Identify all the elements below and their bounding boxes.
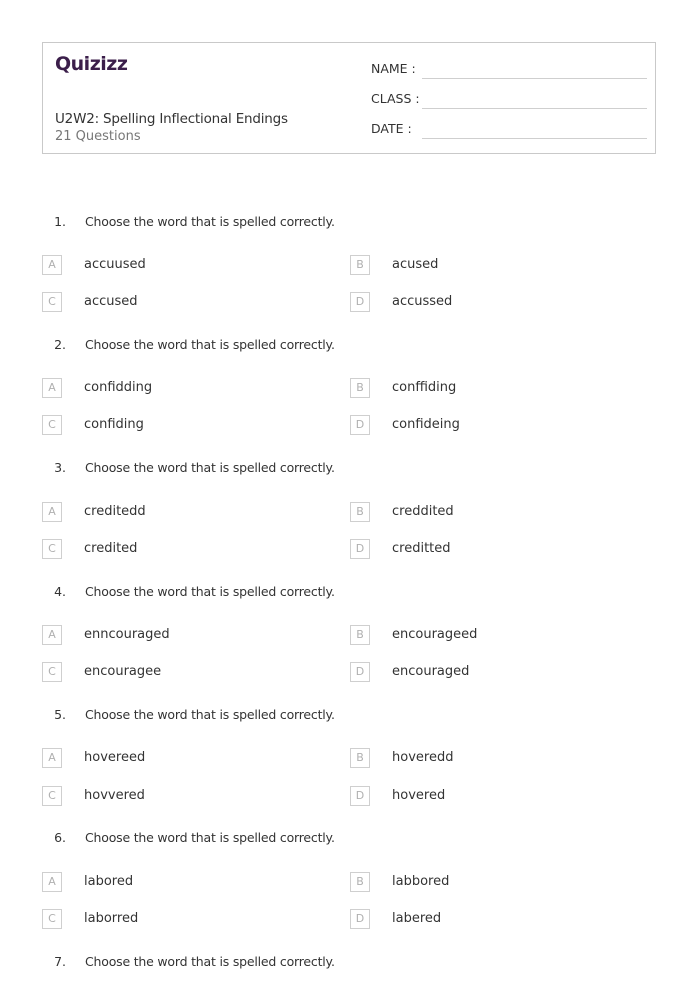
- date-label: DATE :: [371, 121, 412, 136]
- q6-option-b[interactable]: [350, 872, 650, 894]
- q3-option-d[interactable]: [350, 539, 650, 561]
- question-4: [0, 578, 700, 608]
- option-letter-box: D: [350, 662, 370, 682]
- question-6: [0, 824, 700, 854]
- option-letter-box: A: [42, 748, 62, 768]
- question-number: 1.: [54, 214, 66, 229]
- q5-option-a[interactable]: [42, 748, 342, 770]
- option-letter-box: A: [42, 255, 62, 275]
- option-text: accussed: [392, 294, 453, 309]
- question-prompt: Choose the word that is spelled correctly.: [85, 830, 335, 845]
- question-prompt: Choose the word that is spelled correctly.: [85, 214, 335, 229]
- q2-option-b[interactable]: [350, 378, 650, 400]
- option-text: accused: [84, 294, 138, 309]
- option-letter-box: D: [350, 415, 370, 435]
- option-letter-box: B: [350, 872, 370, 892]
- question-count: 21 Questions: [55, 129, 141, 144]
- question-prompt: Choose the word that is spelled correctly.: [85, 584, 335, 599]
- option-letter-box: A: [42, 378, 62, 398]
- option-letter-box: B: [350, 625, 370, 645]
- q3-option-a[interactable]: [42, 502, 342, 524]
- question-prompt: Choose the word that is spelled correctly.: [85, 954, 335, 969]
- question-number: 7.: [54, 954, 66, 969]
- option-letter-box: C: [42, 909, 62, 929]
- option-letter-box: A: [42, 872, 62, 892]
- option-text: hovereed: [84, 750, 146, 765]
- worksheet-title: U2W2: Spelling Inflectional Endings: [55, 111, 288, 127]
- option-letter-box: D: [350, 786, 370, 806]
- q1-option-b[interactable]: [350, 255, 650, 277]
- question-7: [0, 948, 700, 978]
- option-text: creditedd: [84, 504, 146, 519]
- option-letter-box: D: [350, 539, 370, 559]
- question-prompt: Choose the word that is spelled correctly.: [85, 707, 335, 722]
- q4-option-a[interactable]: [42, 625, 342, 647]
- option-text: creditted: [392, 541, 451, 556]
- question-number: 3.: [54, 460, 66, 475]
- option-letter-box: D: [350, 909, 370, 929]
- option-text: hoveredd: [392, 750, 454, 765]
- q4-option-b[interactable]: [350, 625, 650, 647]
- question-2: [0, 331, 700, 361]
- option-text: encourageed: [392, 627, 478, 642]
- name-label: NAME :: [371, 61, 416, 76]
- option-text: encouragee: [84, 664, 162, 679]
- option-letter-box: C: [42, 662, 62, 682]
- question-number: 5.: [54, 707, 66, 722]
- q1-option-a[interactable]: [42, 255, 342, 277]
- question-number: 4.: [54, 584, 66, 599]
- q2-option-a[interactable]: [42, 378, 342, 400]
- q2-option-c[interactable]: [42, 415, 342, 437]
- q1-option-c[interactable]: [42, 292, 342, 314]
- option-text: labbored: [392, 874, 450, 889]
- q3-option-b[interactable]: [350, 502, 650, 524]
- option-letter-box: C: [42, 415, 62, 435]
- option-letter-box: A: [42, 625, 62, 645]
- q4-option-c[interactable]: [42, 662, 342, 684]
- q6-option-d[interactable]: [350, 909, 650, 931]
- option-letter-box: B: [350, 748, 370, 768]
- q6-option-a[interactable]: [42, 872, 342, 894]
- question-prompt: Choose the word that is spelled correctly.: [85, 460, 335, 475]
- q4-option-d[interactable]: [350, 662, 650, 684]
- name-line: [422, 78, 647, 79]
- class-field[interactable]: [371, 89, 647, 109]
- option-text: laborred: [84, 911, 139, 926]
- option-letter-box: C: [42, 786, 62, 806]
- option-text: confideing: [392, 417, 460, 432]
- option-text: accuused: [84, 257, 146, 272]
- option-text: credited: [84, 541, 138, 556]
- option-text: encouraged: [392, 664, 470, 679]
- option-text: enncouraged: [84, 627, 170, 642]
- option-text: hovered: [392, 788, 446, 803]
- option-letter-box: B: [350, 255, 370, 275]
- question-prompt: Choose the word that is spelled correctly.: [85, 337, 335, 352]
- option-text: confiding: [84, 417, 144, 432]
- q6-option-c[interactable]: [42, 909, 342, 931]
- quizizz-logo: Quizizz: [55, 53, 128, 75]
- option-letter-box: B: [350, 502, 370, 522]
- option-text: conffiding: [392, 380, 457, 395]
- question-3: [0, 454, 700, 484]
- option-letter-box: C: [42, 292, 62, 312]
- worksheet-header: [42, 42, 656, 154]
- class-line: [422, 108, 647, 109]
- question-number: 2.: [54, 337, 66, 352]
- option-letter-box: A: [42, 502, 62, 522]
- question-number: 6.: [54, 830, 66, 845]
- q5-option-c[interactable]: [42, 786, 342, 808]
- option-text: labered: [392, 911, 442, 926]
- q1-option-d[interactable]: [350, 292, 650, 314]
- date-field[interactable]: [371, 119, 647, 139]
- question-5: [0, 701, 700, 731]
- option-text: labored: [84, 874, 134, 889]
- q2-option-d[interactable]: [350, 415, 650, 437]
- q5-option-b[interactable]: [350, 748, 650, 770]
- q3-option-c[interactable]: [42, 539, 342, 561]
- q5-option-d[interactable]: [350, 786, 650, 808]
- option-letter-box: B: [350, 378, 370, 398]
- class-label: CLASS :: [371, 91, 420, 106]
- option-text: acused: [392, 257, 439, 272]
- option-text: hovvered: [84, 788, 145, 803]
- question-1: [0, 208, 700, 238]
- option-text: creddited: [392, 504, 454, 519]
- option-letter-box: D: [350, 292, 370, 312]
- option-text: confidding: [84, 380, 153, 395]
- option-letter-box: C: [42, 539, 62, 559]
- date-line: [422, 138, 647, 139]
- name-field[interactable]: [371, 59, 647, 79]
